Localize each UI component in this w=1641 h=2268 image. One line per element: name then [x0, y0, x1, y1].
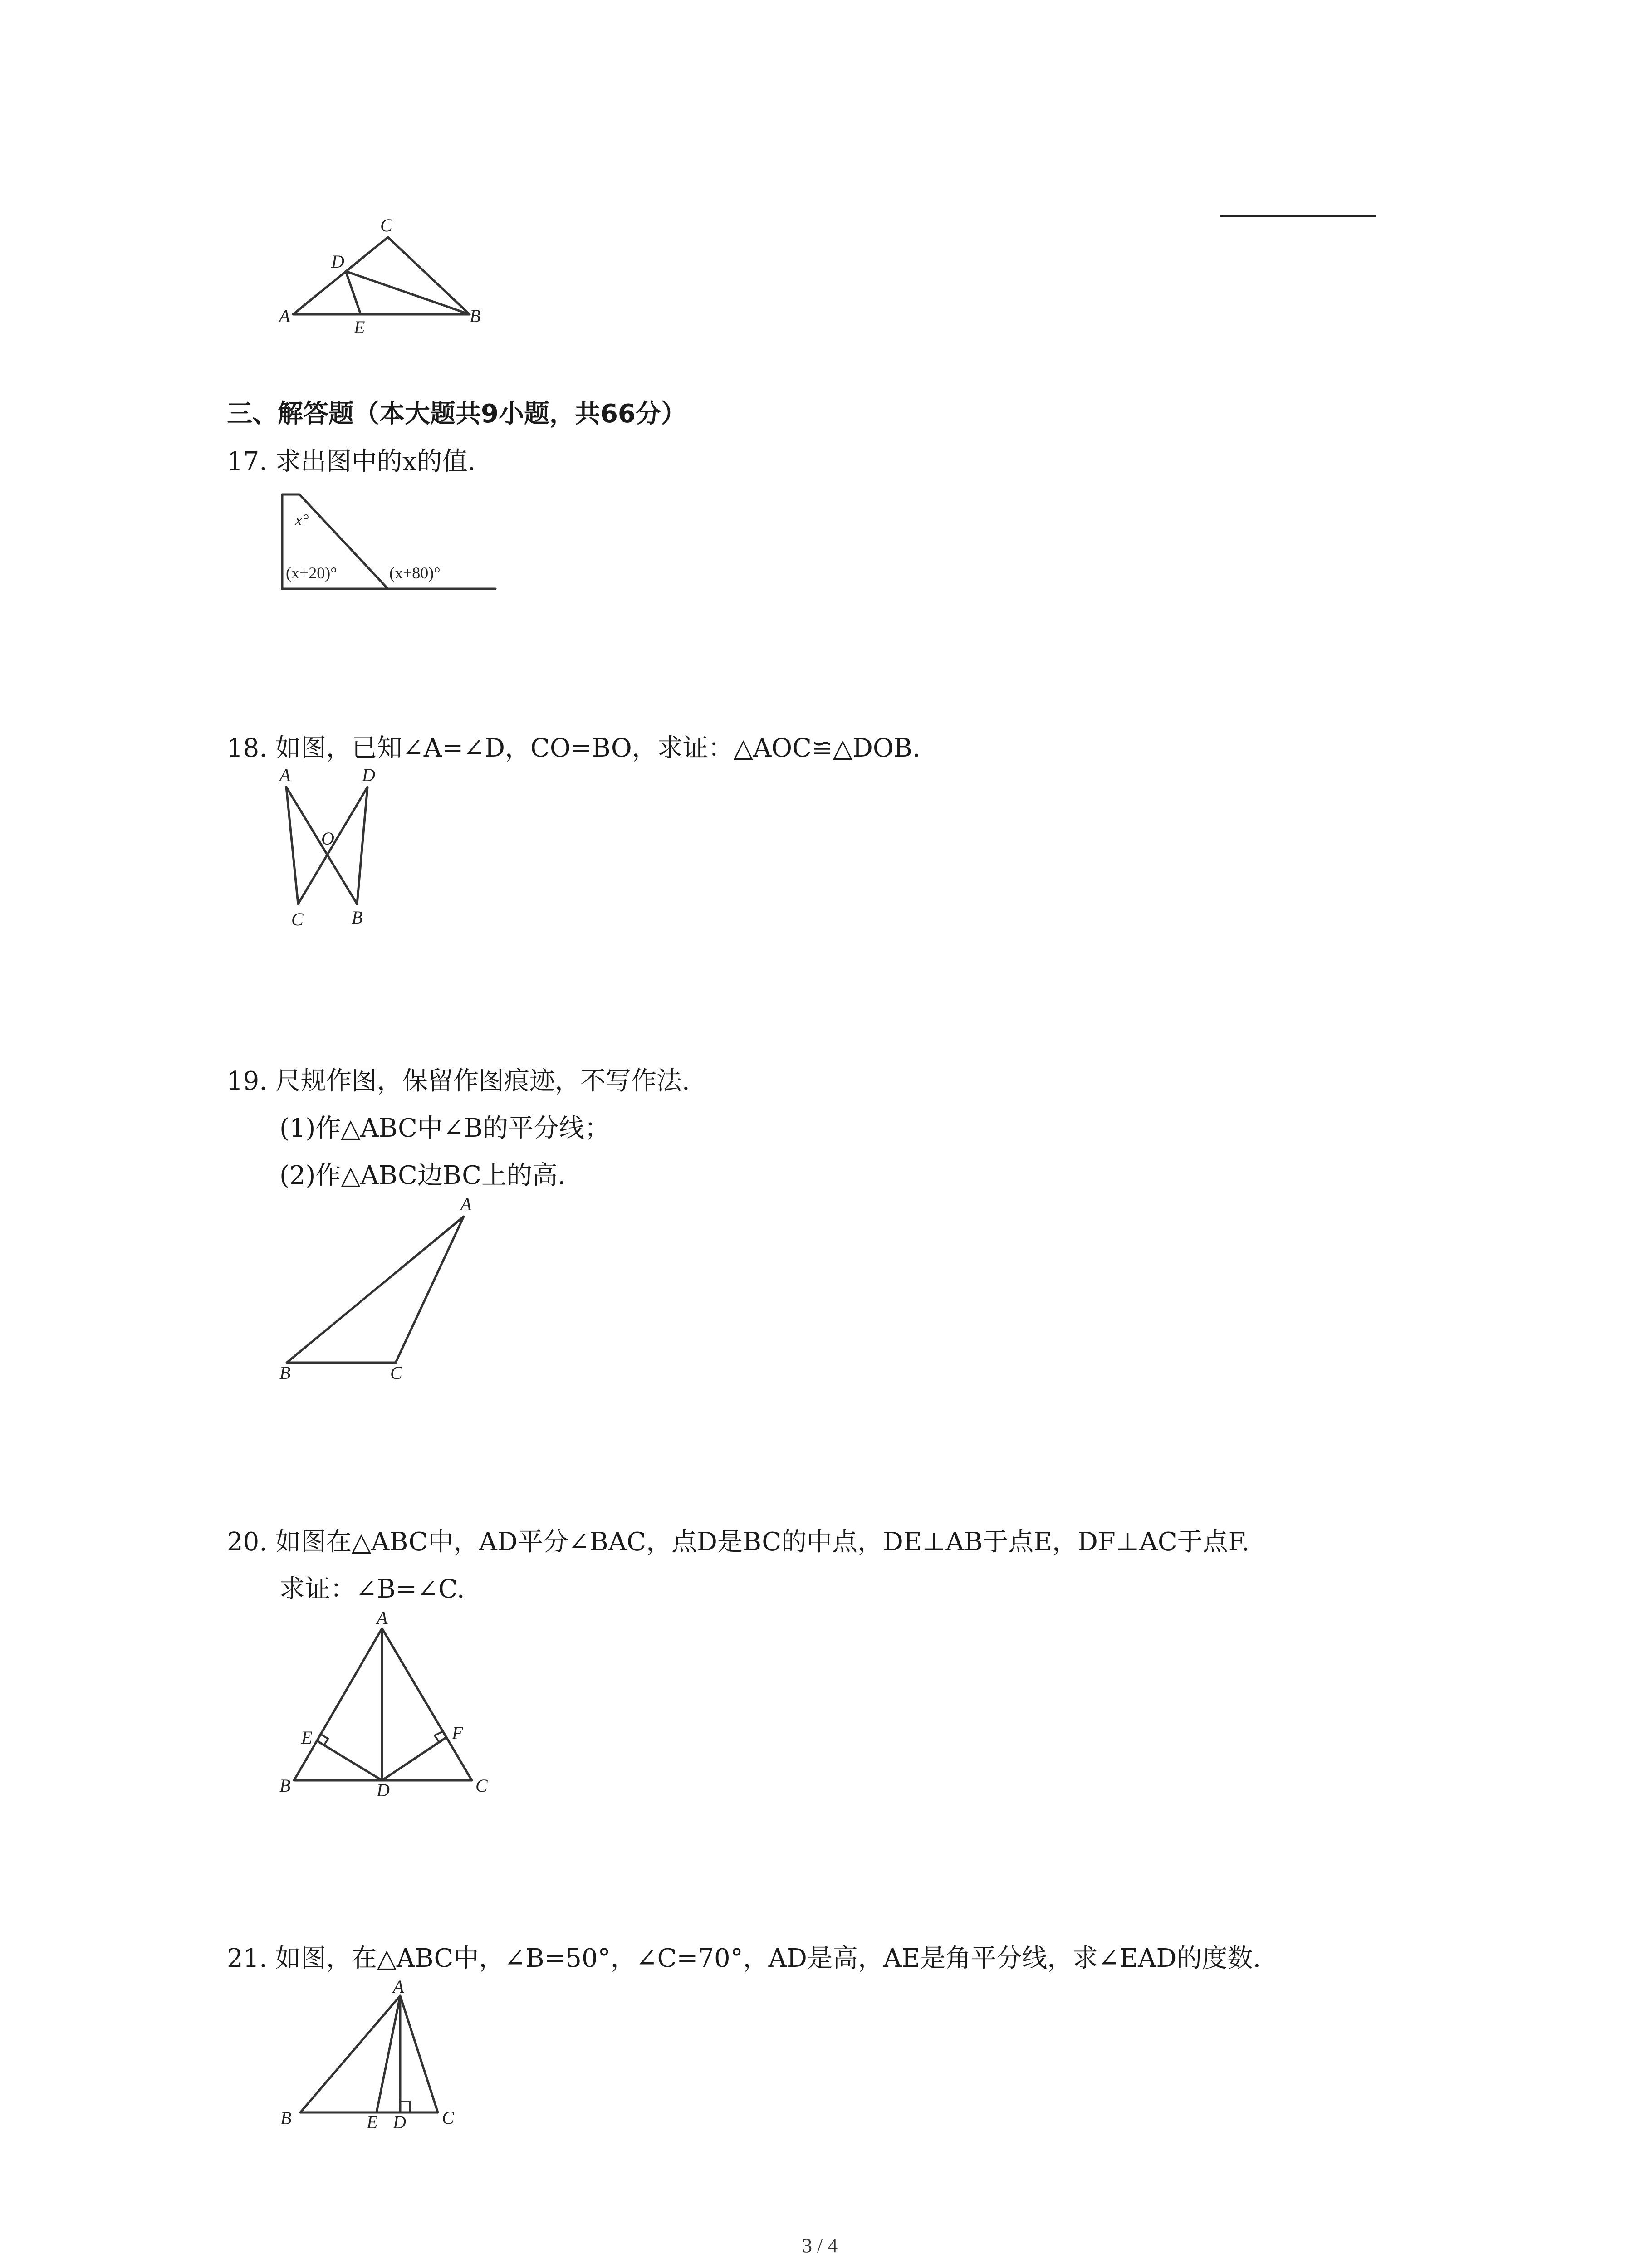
- q20-label-f: F: [452, 1723, 463, 1743]
- prev-label-e: E: [354, 317, 365, 337]
- prev-label-a: A: [279, 306, 290, 326]
- section-heading: 三、解答题（本大题共9小题，共66分）: [227, 399, 686, 429]
- q19-label-b: B: [279, 1363, 291, 1383]
- q21-right-angle-d: [400, 2102, 410, 2112]
- prev-label-d: D: [331, 251, 344, 272]
- q18-label-c: C: [291, 909, 304, 929]
- prev-label-b: B: [470, 306, 481, 326]
- q17-label-left-angle: (x+20)°: [286, 564, 337, 582]
- q18-label-o: O: [321, 828, 334, 849]
- q20-label-d: D: [377, 1780, 390, 1800]
- q20-label-a: A: [377, 1608, 388, 1628]
- q21-text: 21. 如图，在△ABC中，∠B=50°，∠C=70°，AD是高，AE是角平分线，求∠EAD的度数.: [227, 1944, 1261, 1973]
- q18-label-b: B: [352, 907, 363, 928]
- q18-label-d: D: [362, 765, 375, 785]
- q19-part1: (1)作△ABC中∠B的平分线；: [279, 1114, 610, 1143]
- q21-label-b: B: [280, 2108, 292, 2128]
- q19-label-c: C: [390, 1363, 402, 1383]
- prev-label-c: C: [380, 215, 392, 235]
- q21-label-c: C: [442, 2107, 454, 2128]
- q18-text: 18. 如图，已知∠A=∠D，CO=BO，求证：△AOC≌△DOB.: [227, 733, 921, 763]
- q19-text: 19. 尺规作图，保留作图痕迹，不写作法.: [227, 1066, 690, 1096]
- q19-part2: (2)作△ABC边BC上的高.: [279, 1161, 566, 1190]
- q20-text: 20. 如图在△ABC中，AD平分∠BAC，点D是BC的中点，DE⊥AB于点E，DF⊥AC于点F.: [227, 1527, 1250, 1557]
- q20-label-c: C: [475, 1775, 488, 1796]
- q20-label-b: B: [279, 1775, 291, 1796]
- q19-label-a: A: [460, 1194, 472, 1214]
- q21-label-a: A: [393, 1976, 404, 1997]
- q17-label-x: x°: [295, 511, 309, 529]
- q21-seg-ae: [377, 1996, 400, 2112]
- q20-label-e: E: [301, 1727, 313, 1748]
- q18-label-a: A: [279, 765, 291, 785]
- q21-triangle: [300, 1996, 438, 2112]
- q21-label-e: E: [367, 2112, 378, 2132]
- q17-text: 17. 求出图中的x的值.: [227, 447, 476, 476]
- q21-label-d: D: [393, 2112, 406, 2132]
- q17-label-right-angle: (x+80)°: [389, 564, 441, 582]
- page-number: 3 / 4: [802, 2234, 838, 2257]
- q20-line2: 求证：∠B=∠C.: [279, 1574, 465, 1604]
